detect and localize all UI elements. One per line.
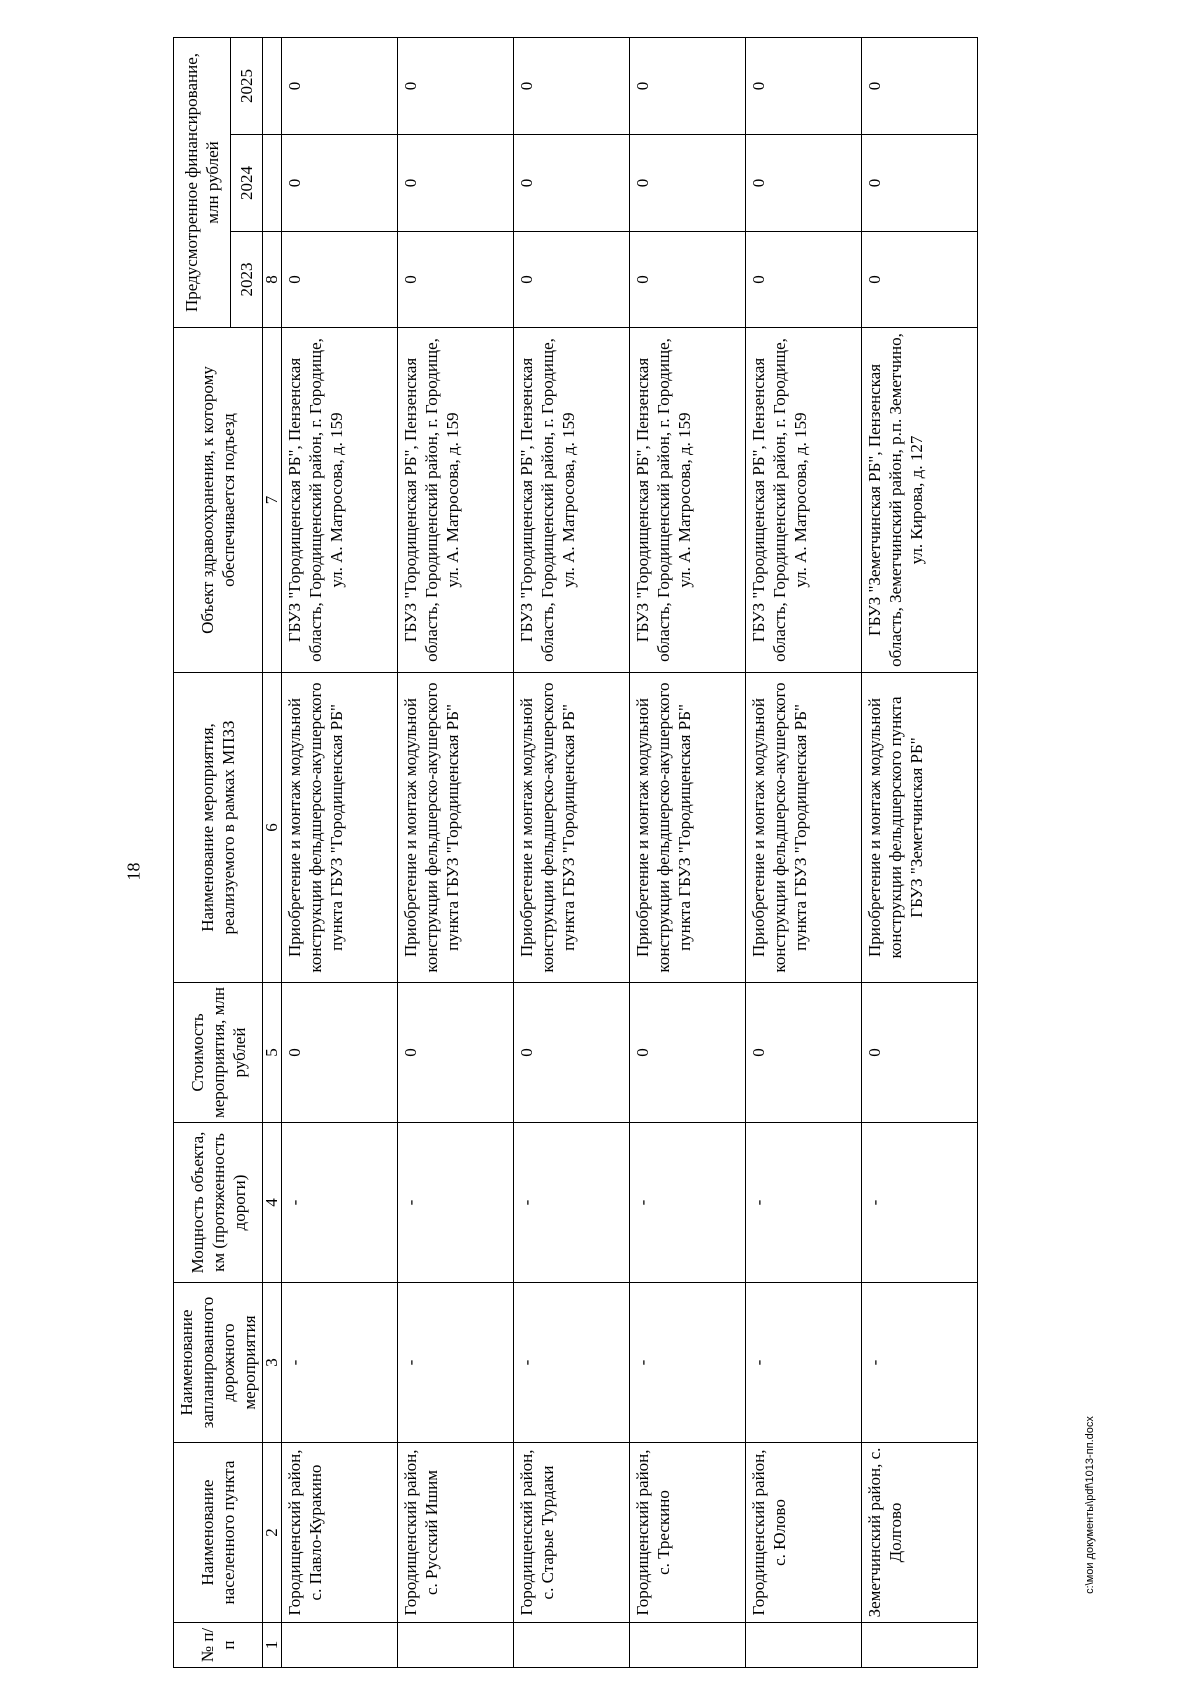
column-number: 2	[263, 1443, 282, 1623]
cell-2024: 0	[630, 135, 746, 232]
cell-capacity: -	[282, 1123, 398, 1283]
cell-event: Приобретение и монтаж модульной конструкции фельдшерско-акушерского пункта ГБУЗ "Городищенская РБ"	[282, 673, 398, 983]
header-event: Наименование мероприятия, реализуемого в рамках МПЗЗ	[174, 673, 263, 983]
cell-cost: 0	[630, 983, 746, 1123]
cell-event: Приобретение и монтаж модульной конструкции фельдшерско-акушерского пункта ГБУЗ "Городищенская РБ"	[398, 673, 514, 983]
table-row	[398, 38, 514, 1668]
cell-capacity: -	[630, 1123, 746, 1283]
cell-2023: 0	[862, 232, 978, 328]
cell-event: Приобретение и монтаж модульной конструкции фельдшерского пункта ГБУЗ "Земетчинская РБ"	[862, 673, 978, 983]
footer-file-path: c:\мои документы\pdf\1013-пп.docx	[1084, 1416, 1096, 1594]
cell-facility: ГБУЗ "Городищенская РБ", Пензенская область, Городищенский район, г. Городище, ул. А. Матросова, д. 159	[746, 328, 862, 673]
cell-2024: 0	[398, 135, 514, 232]
cell-event: Приобретение и монтаж модульной конструкции фельдшерско-акушерского пункта ГБУЗ "Городищенская РБ"	[746, 673, 862, 983]
page-number: 18	[123, 862, 144, 881]
table-row	[862, 38, 978, 1668]
cell-2023: 0	[514, 232, 630, 328]
column-number: 3	[263, 1283, 282, 1443]
data-table	[173, 37, 978, 1668]
cell-number	[514, 1623, 630, 1668]
table-container	[173, 38, 973, 1668]
column-numbers-row	[263, 38, 282, 1668]
cell-2023: 0	[282, 232, 398, 328]
column-number	[263, 135, 282, 232]
cell-cost: 0	[398, 983, 514, 1123]
header-number: № п/п	[174, 1623, 263, 1668]
cell-2023: 0	[746, 232, 862, 328]
cell-number	[630, 1623, 746, 1668]
cell-2024: 0	[514, 135, 630, 232]
cell-2024: 0	[746, 135, 862, 232]
column-number: 1	[263, 1623, 282, 1668]
cell-cost: 0	[746, 983, 862, 1123]
header-financing: Предусмотренное финансирование, млн рублей	[174, 38, 231, 328]
cell-capacity: -	[746, 1123, 862, 1283]
table-row	[514, 38, 630, 1668]
cell-settlement: Городищенский район, с. Трескино	[630, 1443, 746, 1623]
cell-facility: ГБУЗ "Городищенская РБ", Пензенская область, Городищенский район, г. Городище, ул. А. Матросова, д. 159	[398, 328, 514, 673]
header-year-2023: 2023	[231, 232, 263, 328]
cell-settlement: Городищенский район, с. Старые Турдаки	[514, 1443, 630, 1623]
cell-cost: 0	[514, 983, 630, 1123]
cell-road-event: -	[282, 1283, 398, 1443]
column-number	[263, 38, 282, 135]
header-cost: Стоимость мероприятия, млн рублей	[174, 983, 263, 1123]
cell-2025: 0	[282, 38, 398, 135]
column-number: 8	[263, 232, 282, 328]
header-road-event: Наименование запланированного дорожного мероприятия	[174, 1283, 263, 1443]
cell-2023: 0	[630, 232, 746, 328]
cell-road-event: -	[398, 1283, 514, 1443]
cell-event: Приобретение и монтаж модульной конструкции фельдшерско-акушерского пункта ГБУЗ "Городищенская РБ"	[630, 673, 746, 983]
cell-road-event: -	[746, 1283, 862, 1443]
header-settlement: Наименование населенного пункта	[174, 1443, 263, 1623]
cell-cost: 0	[862, 983, 978, 1123]
cell-2025: 0	[630, 38, 746, 135]
table-row	[282, 38, 398, 1668]
cell-facility: ГБУЗ "Земетчинская РБ", Пензенская область, Земетчинский район, р.п. Земетчино, ул. Кирова, д. 127	[862, 328, 978, 673]
cell-number	[862, 1623, 978, 1668]
cell-number	[398, 1623, 514, 1668]
cell-number	[746, 1623, 862, 1668]
table-row	[630, 38, 746, 1668]
cell-road-event: -	[514, 1283, 630, 1443]
cell-capacity: -	[862, 1123, 978, 1283]
cell-settlement: Городищенский район, с. Юлово	[746, 1443, 862, 1623]
cell-number	[282, 1623, 398, 1668]
column-number: 7	[263, 328, 282, 673]
header-capacity: Мощность объекта, км (протяженность дороги)	[174, 1123, 263, 1283]
cell-event: Приобретение и монтаж модульной конструкции фельдшерско-акушерского пункта ГБУЗ "Городищенская РБ"	[514, 673, 630, 983]
cell-2024: 0	[862, 135, 978, 232]
cell-cost: 0	[282, 983, 398, 1123]
cell-2024: 0	[282, 135, 398, 232]
cell-facility: ГБУЗ "Городищенская РБ", Пензенская область, Городищенский район, г. Городище, ул. А. Матросова, д. 159	[630, 328, 746, 673]
cell-2025: 0	[862, 38, 978, 135]
cell-2025: 0	[398, 38, 514, 135]
table-row	[746, 38, 862, 1668]
cell-capacity: -	[398, 1123, 514, 1283]
cell-2025: 0	[746, 38, 862, 135]
header-row	[174, 38, 231, 1668]
header-facility: Объект здравоохранения, к которому обеспечивается подъезд	[174, 328, 263, 673]
cell-settlement: Городищенский район, с. Русский Ишим	[398, 1443, 514, 1623]
column-number: 5	[263, 983, 282, 1123]
cell-2023: 0	[398, 232, 514, 328]
cell-road-event: -	[862, 1283, 978, 1443]
header-year-2024: 2024	[231, 135, 263, 232]
column-number: 4	[263, 1123, 282, 1283]
cell-settlement: Городищенский район, с. Павло-Куракино	[282, 1443, 398, 1623]
cell-settlement: Земетчинский район, с. Долгово	[862, 1443, 978, 1623]
header-year-2025: 2025	[231, 38, 263, 135]
cell-facility: ГБУЗ "Городищенская РБ", Пензенская область, Городищенский район, г. Городище, ул. А. Матросова, д. 159	[282, 328, 398, 673]
column-number: 6	[263, 673, 282, 983]
cell-facility: ГБУЗ "Городищенская РБ", Пензенская область, Городищенский район, г. Городище, ул. А. Матросова, д. 159	[514, 328, 630, 673]
cell-2025: 0	[514, 38, 630, 135]
cell-capacity: -	[514, 1123, 630, 1283]
cell-road-event: -	[630, 1283, 746, 1443]
